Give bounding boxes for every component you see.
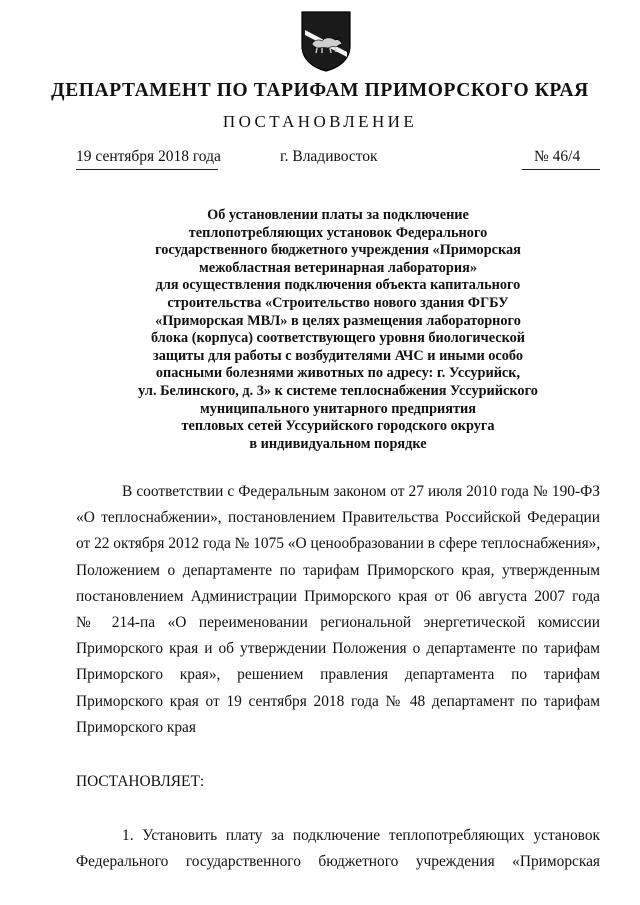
subject-line: для осуществления подключения объекта капитального xyxy=(155,277,521,294)
document-date: 19 сентября 2018 года xyxy=(76,148,221,165)
subject-line: теплопотребляющих установок Федерального xyxy=(188,224,488,241)
preamble-line: Приморского края от 19 сентября 2018 года № 48 департамент по тарифам xyxy=(76,692,600,710)
subject-line: в индивидуальном порядке xyxy=(249,435,427,452)
item-1-line: 1. Установить плату за подключение теплопотребляющих установок xyxy=(122,827,600,844)
preamble-line: «О теплоснабжении», постановлением Правительства Российской Федерации xyxy=(76,509,600,527)
resolves-heading: ПОСТАНОВЛЯЕТ: xyxy=(76,773,205,790)
subject-line: тепловых сетей Уссурийского городского округа xyxy=(181,418,495,435)
date-underline xyxy=(76,169,218,170)
number-underline xyxy=(522,169,600,170)
subject-line: муниципального унитарного предприятия xyxy=(199,400,477,417)
subject-line: строительства «Строительство нового здания ФГБУ xyxy=(167,294,509,311)
subject-line: Об установлении платы за подключение xyxy=(207,207,469,223)
document-type: ПОСТАНОВЛЕНИЕ xyxy=(222,112,418,131)
subject-line: межобластная ветеринарная лаборатория» xyxy=(199,259,477,276)
preamble-line: Положением о департаменте по тарифам Приморского края, утвержденным xyxy=(76,561,600,579)
item-1-line: Федерального государственного бюджетного учреждения «Приморская xyxy=(76,853,600,871)
subject-line: опасными болезнями животных по адресу: г. Уссурийск, xyxy=(155,365,521,382)
primorsky-krai-coat-of-arms-icon xyxy=(300,10,352,72)
document-number: № 46/4 xyxy=(534,148,581,165)
preamble-line: Приморского края», решением правления департамента по тарифам xyxy=(76,666,600,684)
subject-line: защиты для работы с возбудителями АЧС и иными особо xyxy=(152,347,524,364)
subject-line: блока (корпуса) соответствующего уровня биологической xyxy=(150,330,526,347)
subject-line: ул. Белинского, д. 3» к системе теплоснабжения Уссурийского xyxy=(138,382,538,399)
preamble-line: В соответствии с Федеральным законом от 27 июля 2010 года № 190-ФЗ xyxy=(122,483,600,500)
preamble-line: Приморского края xyxy=(76,718,196,736)
preamble-line: № 214-па «О переименовании региональной энергетической комиссии xyxy=(76,614,600,632)
subject-line: государственного бюджетного учреждения «Приморская xyxy=(155,242,521,259)
preamble-line: постановлением Администрации Приморского края от 06 августа 2007 года xyxy=(76,587,600,605)
item-1-paragraph xyxy=(76,823,600,875)
document-place: г. Владивосток xyxy=(280,148,378,165)
department-name: ДЕПАРТАМЕНТ ПО ТАРИФАМ ПРИМОРСКОГО КРАЯ xyxy=(51,80,589,101)
preamble-line: от 22 октября 2012 года № 1075 «О ценообразовании в сфере теплоснабжения», xyxy=(76,535,601,553)
preamble-line: Приморского края и об утверждении Положения о департаменте по тарифам xyxy=(76,640,600,658)
preamble-paragraph xyxy=(76,479,600,741)
document-subject xyxy=(76,207,600,453)
subject-line: «Приморская МВЛ» в целях размещения лабораторного xyxy=(155,312,521,329)
